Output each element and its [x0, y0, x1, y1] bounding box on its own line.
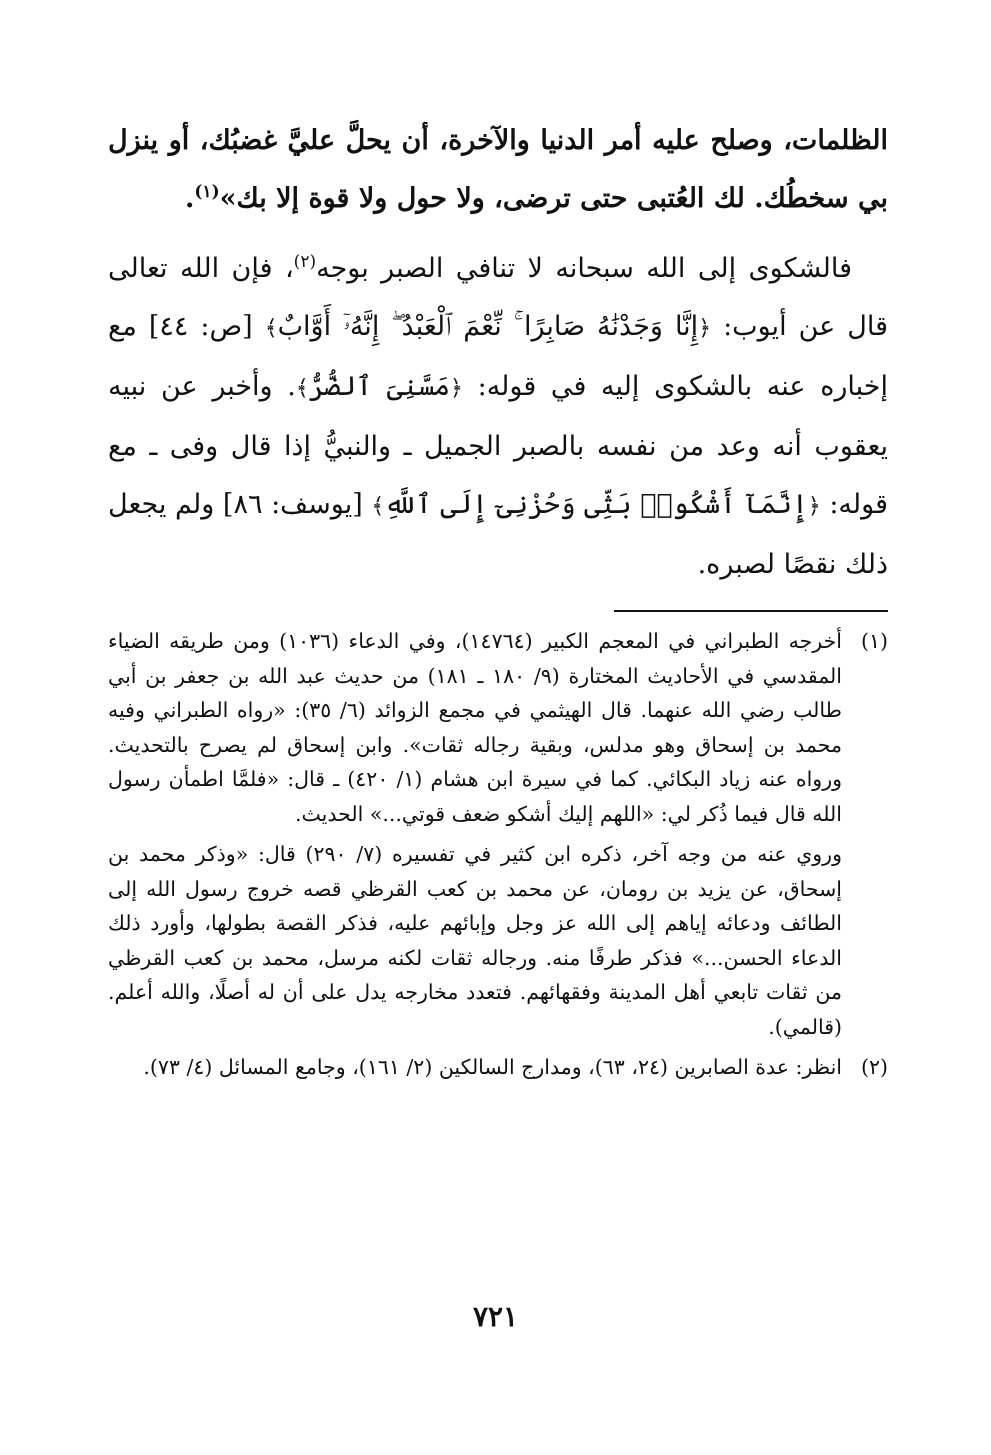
footnote-paragraph: وروي عنه من وجه آخر، ذكره ابن كثير في تفسيره (٧/ ٢٩٠) قال: «وذكر محمد بن إسحاق، عن يزيد بن رومان، عن محمد بن كعب القرظي قصه خروج رسول الله إلى الطائف ودعائه إياهم إلى الله عز وجل وإبائهم عليه، فذكر القصة بطولها، وأورد ذلك الدعاء الحسن...» فذكر طرفًا منه. ورجاله ثقات لكنه مرسل، محمد بن كعب القرظي من ثقات تابعي أهل المدينة وفقهائهم. فتعدد مخارجه يدل على أن له أصلًا، والله أعلم. (قالمي). — [108, 842, 842, 1039]
footnotes — [108, 624, 888, 1085]
quran-bracket-close: ﴾ — [371, 494, 385, 519]
quran-bracket-close: ﴾ — [264, 316, 278, 341]
paragraph-2 — [108, 240, 888, 594]
quran-verse-1: إِنَّا وَجَدْنَٰهُ صَابِرًا ۚ نِّعْمَ ٱلْعَبْدُ ۖ إِنَّهُۥٓ أَوَّابٌ — [277, 311, 699, 342]
paragraph-2-text-3: مع إخباره عنه بالشكوى إليه في قوله: — [108, 311, 888, 402]
paragraph-1 — [108, 112, 888, 228]
footnote-paragraph: أخرجه الطبراني في المعجم الكبير (١٤٧٦٤)، وفي الدعاء (١٠٣٦) ومن طريقه الضياء المقدسي في الأحاديث المختارة (٩/ ١٨٠ ـ ١٨١) من حديث عبد الله بن جعفر بن أبي طالب رضي الله عنهما. قال الهيثمي في مجمع الزوائد (٦/ ٣٥): «رواه الطبراني وفيه محمد بن إسحاق وهو مدلس، وبقية رجاله ثقات». وابن إسحاق لم يصرح بالتحديث. ورواه عنه زياد البكائي. كما في سيرة ابن هشام (١/ ٤٢٠) ـ قال: «فلمَّا اطمأن رسول الله قال فيما ذُكر لي: «اللهم إليك أشكو ضعف قوتي...» الحديث. — [108, 629, 842, 826]
main-text — [108, 112, 888, 594]
footnote-body — [108, 624, 842, 1044]
paragraph-2-text-2: ، فإن الله تعالى قال عن أيوب: — [108, 253, 888, 342]
verse-citation-3: [يوسف: ٨٦] — [222, 489, 363, 520]
quran-bracket-open: ﴿ — [807, 494, 821, 519]
quran-bracket-open: ﴿ — [698, 316, 712, 341]
verse-citation-1: [ص: ٤٤] — [148, 311, 253, 342]
footnote-number: (٢) — [860, 1055, 888, 1079]
page-number: ٧٢١ — [472, 1300, 519, 1333]
footnote-2 — [108, 1050, 888, 1085]
footnote-paragraph: انظر: عدة الصابرين (٢٤، ٦٣)، ومدارج السالكين (٢/ ١٦١)، وجامع المسائل (٤/ ٧٣). — [143, 1055, 842, 1079]
paragraph-1-text: الظلمات، وصلح عليه أمر الدنيا والآخرة، أن يحلَّ عليَّ غضبُك، أو ينزل بي سخطُك. لك العُتبى حتى ترضى، ولا حول ولا قوة إلا بك» — [108, 125, 888, 214]
footnote-number: (١) — [860, 629, 888, 653]
footnote-separator — [614, 610, 888, 612]
quran-bracket-close: ﴾ — [295, 376, 309, 401]
footnote-ref-1: (١) — [194, 182, 220, 202]
footnote-body — [108, 1050, 842, 1085]
quran-verse-2: مَسَّنِىَ ٱلضُّرُّ — [308, 371, 451, 402]
paragraph-2-text-5: ولم يجعل ذلك نقصًا لصبره. — [108, 489, 888, 580]
footnote-1 — [108, 624, 888, 1044]
paragraph-2-text-4: . وأخبر عن نبيه يعقوب أنه وعد من نفسه بالصبر الجميل ـ والنبيُّ إذا قال وفى ـ مع قوله: — [108, 371, 888, 520]
paragraph-2-text-1: فالشكوى إلى الله سبحانه لا تنافي الصبر بوجه — [316, 253, 852, 284]
quran-bracket-open: ﴿ — [450, 376, 463, 401]
paragraph-1-end: . — [184, 183, 195, 214]
quran-verse-3: إِنَّمَآ أَشْكُوا۟ بَثِّى وَحُزْنِىٓ إِلَى ٱللَّهِ — [384, 489, 808, 520]
footnote-ref-2: (٢) — [293, 252, 317, 272]
